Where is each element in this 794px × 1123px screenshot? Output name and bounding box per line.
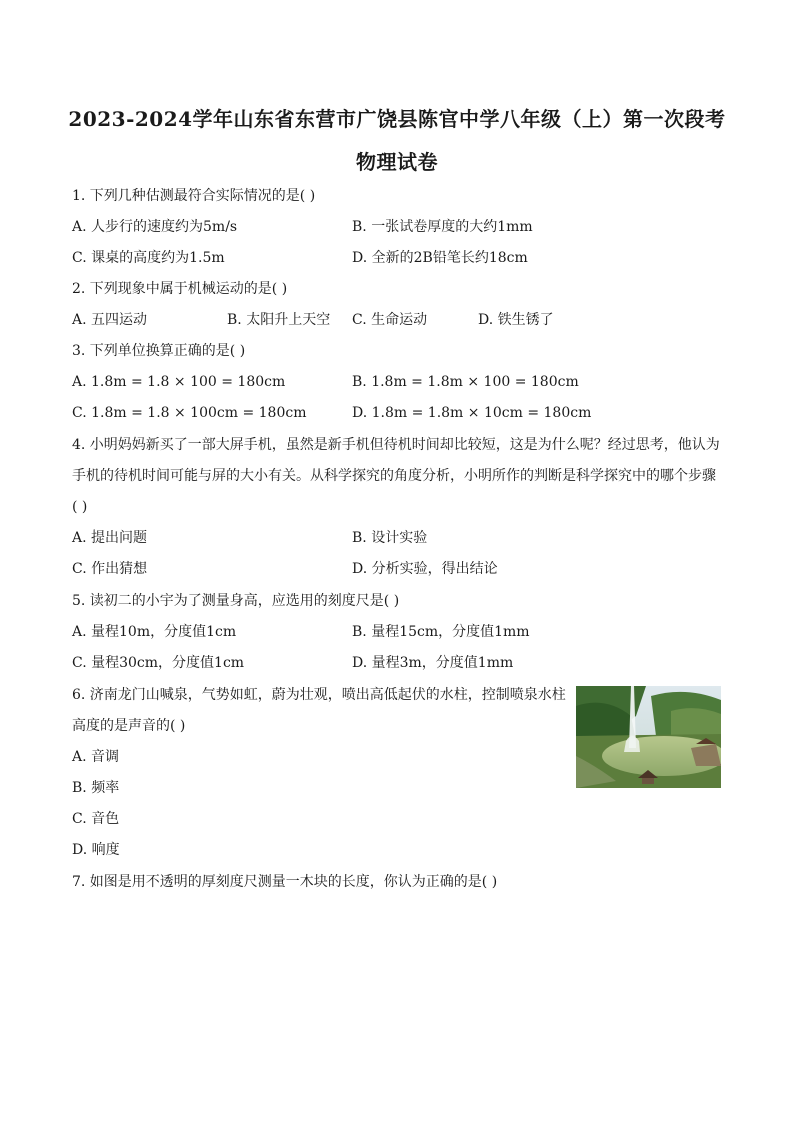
question-5-option-a: A. 量程10m，分度值1cm	[72, 624, 237, 640]
question-7-stem: 7. 如图是用不透明的厚刻度尺测量一木块的长度，你认为正确的是( )	[72, 874, 498, 890]
question-4-stem-line1: 4. 小明妈妈新买了一部大屏手机，虽然是新手机但待机时间却比较短，这是为什么呢？经过思考，他认为	[72, 437, 720, 453]
question-4-stem-line3: ( )	[72, 499, 88, 515]
question-1-stem: 1. 下列几种估测最符合实际情况的是( )	[72, 188, 316, 204]
exam-title-line2: 物理试卷	[356, 150, 438, 174]
question-1-option-a: A. 人步行的速度约为5m/s	[72, 219, 238, 235]
question-4-stem-line2: 手机的待机时间可能与屏的大小有关。从科学探究的角度分析，小明所作的判断是科学探究中的哪个步骤	[72, 468, 716, 484]
question-6-stem-line1: 6. 济南龙门山喊泉，气势如虹，蔚为壮观，喷出高低起伏的水柱，控制喷泉水柱	[72, 687, 566, 703]
question-5-option-b: B. 量程15cm，分度值1mm	[352, 624, 530, 640]
question-2-option-a: A. 五四运动	[72, 312, 148, 328]
question-5-option-c: C. 量程30cm，分度值1cm	[72, 655, 245, 671]
question-6-option-a: A. 音调	[72, 749, 120, 765]
question-1-option-b: B. 一张试卷厚度的大约1mm	[352, 219, 533, 235]
question-4-option-a: A. 提出问题	[72, 530, 148, 546]
question-2-option-c: C. 生命运动	[352, 312, 428, 328]
question-3-option-a: A. 1.8m = 1.8 × 100 = 180cm	[72, 374, 286, 390]
question-2-stem: 2. 下列现象中属于机械运动的是( )	[72, 281, 288, 297]
question-4-option-d: D. 分析实验，得出结论	[352, 561, 498, 577]
question-3-stem: 3. 下列单位换算正确的是( )	[72, 343, 246, 359]
question-4-option-c: C. 作出猜想	[72, 561, 148, 577]
question-3-option-c: C. 1.8m = 1.8 × 100cm = 180cm	[72, 405, 307, 421]
question-1-option-c: C. 课桌的高度约为1.5m	[72, 250, 225, 266]
question-6-option-d: D. 响度	[72, 842, 120, 858]
fountain-photo	[576, 686, 721, 788]
question-5-stem: 5. 读初二的小宇为了测量身高，应选用的刻度尺是( )	[72, 593, 400, 609]
fountain-photo-image	[576, 686, 721, 788]
question-1-option-d: D. 全新的2B铅笔长约18cm	[352, 250, 528, 266]
question-6-stem-line2: 高度的是声音的( )	[72, 718, 186, 734]
question-6-option-b: B. 频率	[72, 780, 120, 796]
question-3-option-b: B. 1.8m = 1.8m × 100 = 180cm	[352, 374, 579, 390]
exam-title-line1: 2023-2024学年山东省东营市广饶县陈官中学八年级（上）第一次段考	[68, 107, 726, 131]
question-2-option-d: D. 铁生锈了	[478, 312, 554, 328]
question-4-option-b: B. 设计实验	[352, 530, 428, 546]
question-2-option-b: B. 太阳升上天空	[227, 312, 331, 328]
question-3-option-d: D. 1.8m = 1.8m × 10cm = 180cm	[352, 405, 592, 421]
question-5-option-d: D. 量程3m，分度值1mm	[352, 655, 514, 671]
question-6-option-c: C. 音色	[72, 811, 120, 827]
